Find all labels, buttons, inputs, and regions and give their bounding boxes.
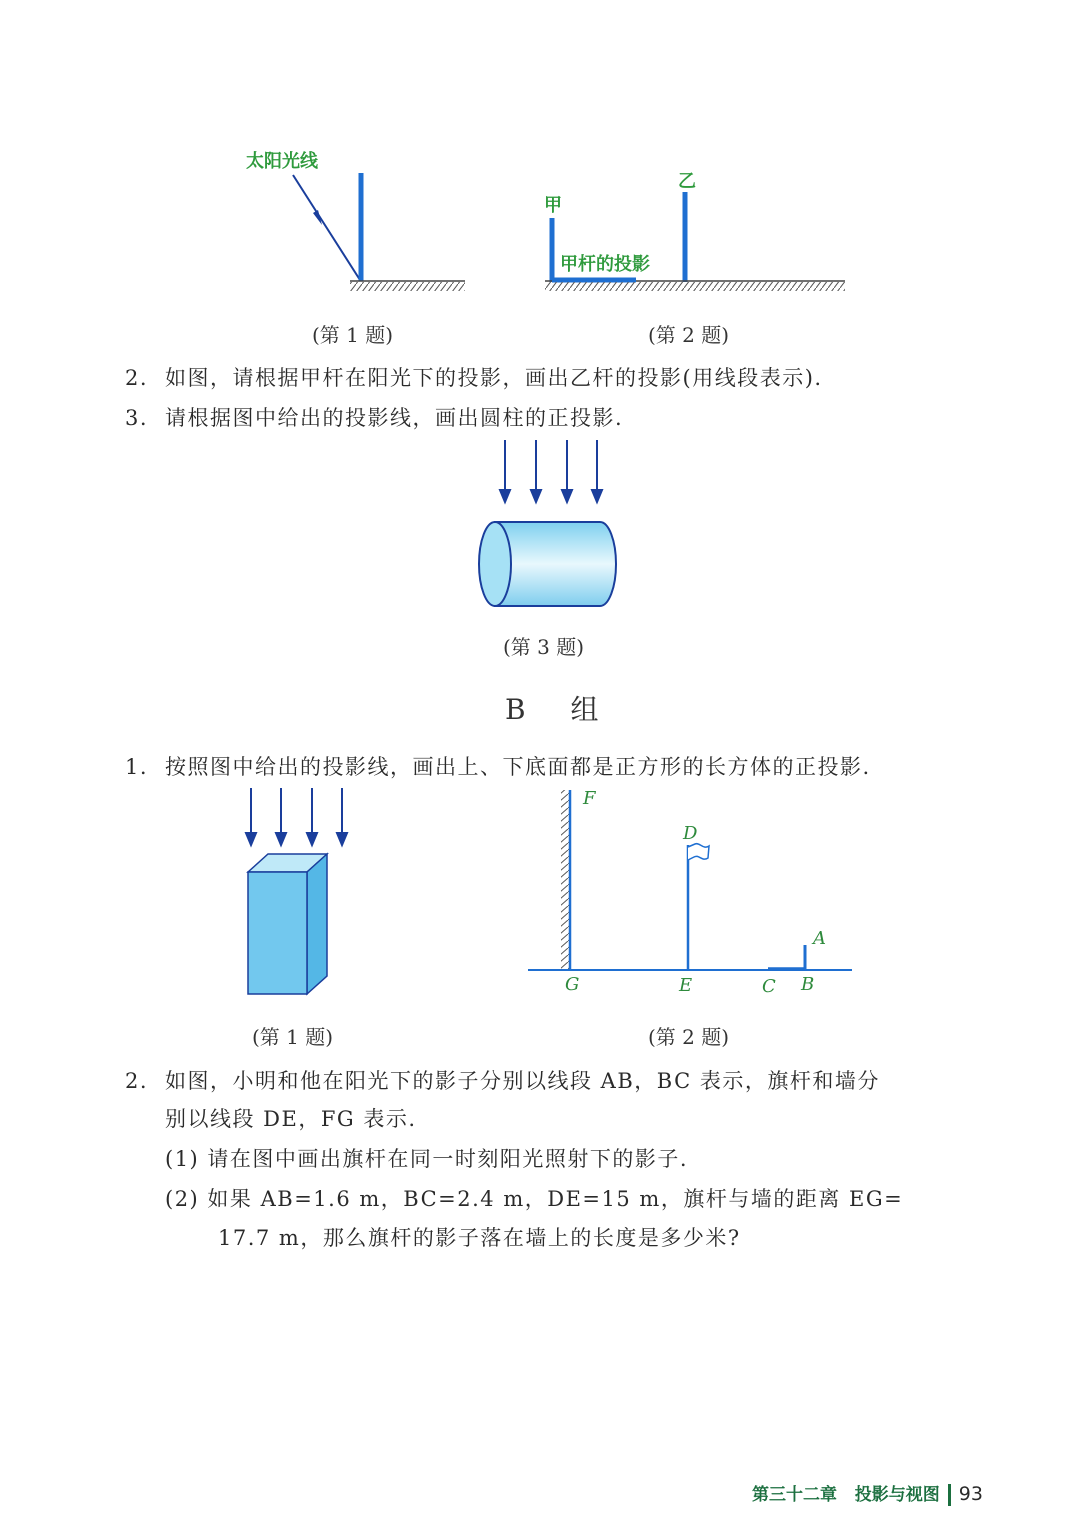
projection-arrows xyxy=(246,788,347,845)
figure-two-poles xyxy=(540,160,850,305)
page-footer xyxy=(752,1480,983,1506)
question-text: 如图，小明和他在阳光下的影子分别以线段 AB，BC 表示，旗杆和墙分 xyxy=(165,1069,880,1093)
question-a3 xyxy=(125,402,623,432)
projection-arrows xyxy=(500,440,602,502)
label-yi: 乙 xyxy=(678,171,696,192)
figure-wall-flagpole xyxy=(520,780,860,1000)
figure-cuboid xyxy=(235,788,365,1003)
question-b2-part2: (2) 如果 AB=1.6 m，BC=2.4 m，DE=15 m，旗杆与墙的距离 EG= xyxy=(165,1187,904,1211)
flag xyxy=(688,844,709,860)
caption-fig3: (第 3 题) xyxy=(503,635,585,659)
shadow-label: 甲杆的投影 xyxy=(560,254,650,275)
question-text: 如图，请根据甲杆在阳光下的投影，画出乙杆的投影(用线段表示). xyxy=(165,366,823,390)
wall-hatch xyxy=(561,790,570,970)
point-E: E xyxy=(679,975,693,996)
question-b2-cont: 别以线段 DE，FG 表示. xyxy=(165,1107,417,1131)
question-number: 3. xyxy=(125,406,149,430)
question-text: 按照图中给出的投影线，画出上、下底面都是正方形的长方体的正投影. xyxy=(165,755,871,779)
point-D: D xyxy=(683,823,698,844)
sun-ray xyxy=(293,175,360,280)
caption-fig1: (第 1 题) xyxy=(312,323,394,347)
question-number: 1. xyxy=(125,755,149,779)
caption-fig2: (第 2 题) xyxy=(648,323,730,347)
question-number: 2. xyxy=(125,366,149,390)
sunlight-label: 太阳光线 xyxy=(246,151,318,172)
question-b1 xyxy=(125,751,871,781)
caption-b-fig1: (第 1 题) xyxy=(252,1025,334,1049)
point-B: B xyxy=(801,974,815,995)
caption-b-fig2: (第 2 题) xyxy=(648,1025,730,1049)
question-a2 xyxy=(125,362,823,392)
question-number: 2. xyxy=(125,1069,149,1093)
point-G: G xyxy=(565,974,580,995)
question-b2 xyxy=(125,1065,880,1095)
label-jia: 甲 xyxy=(544,195,562,216)
point-F: F xyxy=(583,788,596,809)
chapter-title: 投影与视图 xyxy=(854,1485,940,1505)
cylinder-end xyxy=(479,522,511,606)
cuboid-side xyxy=(307,854,327,994)
cylinder-body xyxy=(495,522,616,606)
point-C: C xyxy=(762,976,776,997)
ground-hatch xyxy=(545,282,845,291)
ground-hatch xyxy=(350,282,465,291)
cuboid-front xyxy=(248,872,307,994)
question-b2-part1: (1) 请在图中画出旗杆在同一时刻阳光照射下的影子. xyxy=(165,1147,689,1171)
question-text: 请根据图中给出的投影线，画出圆柱的正投影. xyxy=(165,406,624,430)
chapter-label: 第三十二章 xyxy=(752,1485,837,1505)
point-A: A xyxy=(813,928,826,949)
figure-sunlight-pole xyxy=(230,140,480,305)
section-title: B 组 xyxy=(505,693,617,726)
footer-divider xyxy=(948,1484,951,1506)
page-number: 93 xyxy=(958,1483,983,1505)
question-b2-part2-cont: 17.7 m，那么旗杆的影子落在墙上的长度是多少米? xyxy=(218,1226,741,1250)
figure-cylinder xyxy=(470,440,630,610)
